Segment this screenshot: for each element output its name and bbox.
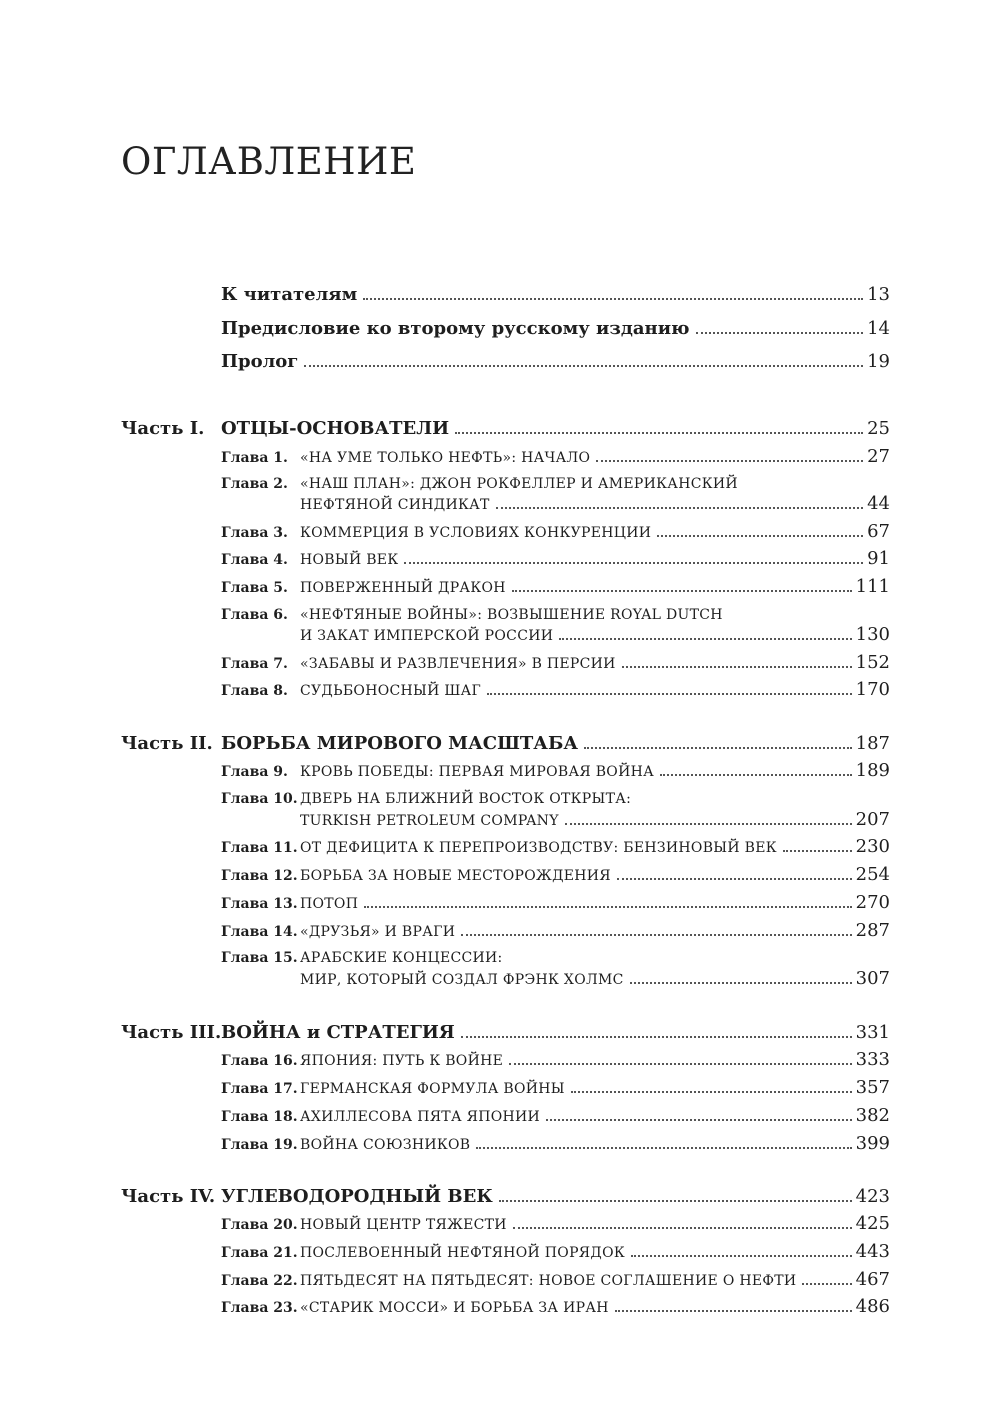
chapter-label: Глава 21.: [221, 1245, 298, 1261]
toc-entry-chapter[interactable]: [221, 950, 503, 966]
chapter-label: Глава 11.: [221, 840, 298, 856]
chapter-label: Глава 16.: [221, 1053, 298, 1069]
page-number: 270: [855, 892, 890, 913]
page-number: 25: [867, 418, 890, 439]
chapter-title: ПЯТЬДЕСЯТ НА ПЯТЬДЕСЯТ: НОВОЕ СОГЛАШЕНИЕ О НЕФТИ: [300, 1273, 797, 1289]
part-label: Часть IV.: [121, 1186, 216, 1207]
toc-entry-chapter[interactable]: [221, 679, 890, 700]
chapter-title: НОВЫЙ ЦЕНТР ТЯЖЕСТИ: [300, 1217, 507, 1233]
chapter-title: АРАБСКИЕ КОНЦЕССИИ:: [300, 950, 503, 966]
chapter-title-continued: НЕФТЯНОЙ СИНДИКАТ: [300, 497, 490, 513]
chapter-title: «ДРУЗЬЯ» И ВРАГИ: [300, 924, 456, 940]
chapter-title: «НАШ ПЛАН»: ДЖОН РОКФЕЛЛЕР И АМЕРИКАНСКИЙ: [300, 476, 738, 492]
chapter-title: «ЗАБАВЫ И РАЗВЛЕЧЕНИЯ» В ПЕРСИИ: [300, 656, 616, 672]
page-number: 130: [855, 624, 890, 645]
dot-leader: [364, 906, 851, 908]
dot-leader: [783, 850, 852, 852]
chapter-title: КОММЕРЦИЯ В УСЛОВИЯХ КОНКУРЕНЦИИ: [300, 525, 652, 541]
chapter-label: Глава 5.: [221, 580, 288, 596]
page-number: 399: [855, 1133, 890, 1154]
toc-entry-part[interactable]: [121, 1022, 890, 1043]
dot-leader: [546, 1119, 852, 1121]
toc-entry-chapter[interactable]: [221, 1213, 890, 1234]
chapter-label: Глава 2.: [221, 476, 288, 492]
dot-leader: [509, 1063, 852, 1065]
toc-entry-chapter[interactable]: [221, 446, 890, 467]
toc-entry-chapter[interactable]: [221, 760, 890, 781]
chapter-label: Глава 19.: [221, 1137, 298, 1153]
dot-leader: [631, 1255, 852, 1257]
toc-entry-front[interactable]: [221, 351, 890, 372]
page-number: 67: [867, 521, 890, 542]
toc-entry-chapter[interactable]: [221, 652, 890, 673]
page-number: 14: [867, 318, 890, 339]
chapter-label: Глава 4.: [221, 552, 288, 568]
toc-entry-part[interactable]: [121, 1186, 890, 1207]
entry-title: Пролог: [221, 351, 299, 372]
part-label: Часть III.: [121, 1022, 222, 1043]
chapter-label: Глава 6.: [221, 607, 288, 623]
page-number: 382: [855, 1105, 890, 1126]
dot-leader: [802, 1283, 851, 1285]
toc-entry-chapter-continued[interactable]: [300, 624, 890, 645]
toc-entry-chapter[interactable]: [221, 836, 890, 857]
chapter-title: ПОВЕРЖЕННЫЙ ДРАКОН: [300, 580, 506, 596]
chapter-title: «СТАРИК МОССИ» И БОРЬБА ЗА ИРАН: [300, 1300, 609, 1316]
dot-leader: [455, 432, 863, 434]
page-number: 111: [855, 576, 890, 597]
chapter-label: Глава 20.: [221, 1217, 298, 1233]
dot-leader: [565, 823, 852, 825]
page-number: 467: [855, 1269, 890, 1290]
page-number: 423: [855, 1186, 890, 1207]
dot-leader: [461, 1036, 852, 1038]
dot-leader: [660, 774, 852, 776]
toc-entry-part[interactable]: [121, 418, 890, 439]
chapter-title: ЯПОНИЯ: ПУТЬ К ВОЙНЕ: [300, 1053, 504, 1069]
toc-entry-chapter-continued[interactable]: [300, 493, 890, 514]
page-number: 170: [855, 679, 890, 700]
dot-leader: [304, 365, 863, 367]
chapter-label: Глава 23.: [221, 1300, 298, 1316]
page-number: 254: [855, 864, 890, 885]
dot-leader: [496, 507, 863, 509]
toc-entry-chapter[interactable]: [221, 1296, 890, 1317]
part-label: Часть II.: [121, 733, 213, 754]
page-number: 91: [867, 548, 890, 569]
page-number: 333: [855, 1049, 890, 1070]
dot-leader: [615, 1310, 852, 1312]
chapter-title-continued: TURKISH PETROLEUM COMPANY: [300, 813, 559, 829]
chapter-label: Глава 22.: [221, 1273, 298, 1289]
chapter-label: Глава 18.: [221, 1109, 298, 1125]
part-title: БОРЬБА МИРОВОГО МАСШТАБА: [221, 733, 579, 754]
part-title: ОТЦЫ-ОСНОВАТЕЛИ: [221, 418, 450, 439]
dot-leader: [584, 747, 852, 749]
entry-title: Предисловие ко второму русскому изданию: [221, 318, 690, 339]
dot-leader: [630, 982, 852, 984]
page-number: 443: [855, 1241, 890, 1262]
toc-entry-chapter[interactable]: [221, 920, 890, 941]
chapter-label: Глава 3.: [221, 525, 288, 541]
toc-entry-chapter[interactable]: [221, 476, 738, 492]
chapter-title: ГЕРМАНСКАЯ ФОРМУЛА ВОЙНЫ: [300, 1081, 565, 1097]
chapter-label: Глава 10.: [221, 791, 298, 807]
page-number: 307: [855, 968, 890, 989]
toc-entry-chapter[interactable]: [221, 864, 890, 885]
toc-entry-chapter[interactable]: [221, 1133, 890, 1154]
dot-leader: [461, 934, 851, 936]
chapter-title: АХИЛЛЕСОВА ПЯТА ЯПОНИИ: [300, 1109, 541, 1125]
dot-leader: [404, 562, 863, 564]
toc-entry-chapter[interactable]: [221, 1077, 890, 1098]
chapter-label: Глава 1.: [221, 450, 288, 466]
toc-entry-chapter[interactable]: [221, 1049, 890, 1070]
page-number: 19: [867, 351, 890, 372]
toc-entry-chapter[interactable]: [221, 1269, 890, 1290]
chapter-label: Глава 12.: [221, 868, 298, 884]
chapter-title: ПОТОП: [300, 896, 359, 912]
chapter-title: НОВЫЙ ВЕК: [300, 552, 399, 568]
toc-entry-chapter[interactable]: [221, 791, 631, 807]
dot-leader: [571, 1091, 852, 1093]
page-number: 27: [867, 446, 890, 467]
chapter-title: ПОСЛЕВОЕННЫЙ НЕФТЯНОЙ ПОРЯДОК: [300, 1245, 625, 1261]
page-title: ОГЛАВЛЕНИЕ: [121, 140, 417, 183]
chapter-title-continued: И ЗАКАТ ИМПЕРСКОЙ РОССИИ: [300, 628, 554, 644]
chapter-title: «НЕФТЯНЫЕ ВОЙНЫ»: ВОЗВЫШЕНИЕ ROYAL DUTCH: [300, 607, 723, 623]
chapter-label: Глава 14.: [221, 924, 298, 940]
page-number: 486: [855, 1296, 890, 1317]
page-number: 331: [855, 1022, 890, 1043]
page-number: 207: [855, 809, 890, 830]
dot-leader: [622, 666, 852, 668]
chapter-title: СУДЬБОНОСНЫЙ ШАГ: [300, 683, 482, 699]
page-number: 287: [855, 920, 890, 941]
dot-leader: [696, 332, 864, 334]
page-number: 187: [855, 733, 890, 754]
chapter-title: БОРЬБА ЗА НОВЫЕ МЕСТОРОЖДЕНИЯ: [300, 868, 611, 884]
page-number: 44: [867, 493, 890, 514]
dot-leader: [513, 1227, 852, 1229]
chapter-title-continued: МИР, КОТОРЫЙ СОЗДАЛ ФРЭНК ХОЛМС: [300, 972, 624, 988]
toc-entry-chapter[interactable]: [221, 892, 890, 913]
toc-entry-chapter[interactable]: [221, 576, 890, 597]
chapter-label: Глава 7.: [221, 656, 288, 672]
toc-entry-chapter[interactable]: [221, 521, 890, 542]
chapter-label: Глава 8.: [221, 683, 288, 699]
chapter-label: Глава 9.: [221, 764, 288, 780]
toc-entry-chapter[interactable]: [221, 548, 890, 569]
toc-entry-chapter[interactable]: [221, 607, 723, 623]
toc-entry-chapter-continued[interactable]: [300, 968, 890, 989]
toc-entry-chapter-continued[interactable]: [300, 809, 890, 830]
chapter-title: «НА УМЕ ТОЛЬКО НЕФТЬ»: НАЧАЛО: [300, 450, 591, 466]
toc-entry-chapter[interactable]: [221, 1241, 890, 1262]
toc-entry-front[interactable]: [221, 318, 890, 339]
page-number: 357: [855, 1077, 890, 1098]
part-title: ВОЙНА и СТРАТЕГИЯ: [221, 1022, 455, 1043]
dot-leader: [657, 535, 863, 537]
chapter-title: ДВЕРЬ НА БЛИЖНИЙ ВОСТОК ОТКРЫТА:: [300, 791, 632, 807]
chapter-label: Глава 17.: [221, 1081, 298, 1097]
dot-leader: [596, 460, 863, 462]
chapter-title: КРОВЬ ПОБЕДЫ: ПЕРВАЯ МИРОВАЯ ВОЙНА: [300, 764, 654, 780]
chapter-title: ВОЙНА СОЮЗНИКОВ: [300, 1137, 471, 1153]
page-number: 152: [855, 652, 890, 673]
toc-entry-front[interactable]: [221, 284, 890, 305]
chapter-title: ОТ ДЕФИЦИТА К ПЕРЕПРОИЗВОДСТВУ: БЕНЗИНОВЫЙ ВЕК: [300, 840, 777, 856]
dot-leader: [512, 590, 852, 592]
toc-entry-part[interactable]: [121, 733, 890, 754]
dot-leader: [499, 1200, 852, 1202]
page-number: 425: [855, 1213, 890, 1234]
dot-leader: [617, 878, 852, 880]
dot-leader: [487, 693, 852, 695]
dot-leader: [559, 638, 851, 640]
entry-title: К читателям: [221, 284, 358, 305]
page-number: 189: [855, 760, 890, 781]
toc-entry-chapter[interactable]: [221, 1105, 890, 1126]
page-number: 230: [855, 836, 890, 857]
dot-leader: [363, 298, 863, 300]
chapter-label: Глава 15.: [221, 950, 298, 966]
chapter-label: Глава 13.: [221, 896, 298, 912]
page-number: 13: [867, 284, 890, 305]
dot-leader: [476, 1147, 851, 1149]
part-title: УГЛЕВОДОРОДНЫЙ ВЕК: [221, 1186, 493, 1207]
part-label: Часть I.: [121, 418, 205, 439]
